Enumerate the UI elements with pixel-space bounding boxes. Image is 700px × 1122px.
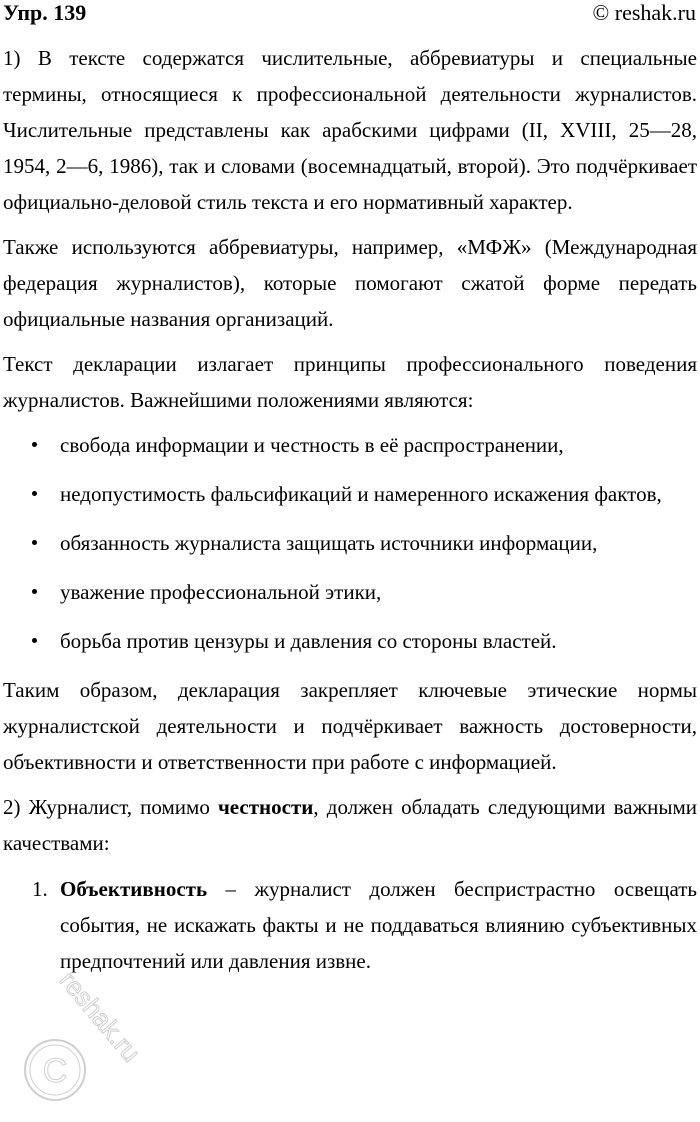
- list-item: недопустимость фальсификаций и намеренного искажения фактов,: [3, 476, 697, 512]
- paragraph-1: 1) В тексте содержатся числительные, аббревиатуры и специальные термины, относящиеся к профессиональной деятельности журналистов. Числительные представлены как арабскими цифрами (II, XVIII, 25—28, 1954, 2—6, 1986), так и словами (восемнадцатый, второй). Это подчёркивает официально-деловой стиль текста и его нормативный характер.: [3, 46, 697, 214]
- page-header: [0, 0, 700, 30]
- qualities-list: [3, 871, 697, 979]
- quality-term: Объективность: [60, 877, 208, 901]
- list-item: свобода информации и честность в её распространении,: [3, 427, 697, 463]
- bullet-icon: [32, 442, 37, 447]
- bullet-icon: [32, 638, 37, 643]
- list-item: борьба против цензуры и давления со стороны властей.: [3, 623, 697, 659]
- document-body: [3, 40, 697, 979]
- emphasis-honesty: честности: [217, 795, 314, 819]
- paragraph-3: Текст декларации излагает принципы профессионального поведения журналистов. Важнейшими положениями являются:: [3, 352, 697, 412]
- list-item: [3, 871, 697, 979]
- paragraph-4: Таким образом, декларация закрепляет ключевые этические нормы журналистской деятельности и подчёркивает важность достоверности, объективности и ответственности при работе с информацией.: [3, 678, 697, 774]
- paragraph-section-2: 2) Журналист, помимо честности, должен обладать следующими важными качествами:: [3, 795, 697, 855]
- svg-text:reshak.ru: reshak.ru: [53, 965, 147, 1068]
- site-credit: © reshak.ru: [592, 0, 696, 25]
- paragraph-2: Также используются аббревиатуры, например, «МФЖ» (Международная федерация журналистов), которые помогают сжатой форме передать официальные названия организаций.: [3, 235, 697, 331]
- bullet-icon: [32, 491, 37, 496]
- item-number: 1.: [32, 877, 48, 901]
- bullet-icon: [32, 540, 37, 545]
- list-item: обязанность журналиста защищать источники информации,: [3, 525, 697, 561]
- list-item: уважение профессиональной этики,: [3, 574, 697, 610]
- principles-list: [3, 427, 697, 659]
- bullet-icon: [32, 589, 37, 594]
- quality-description: – журналист должен беспристрастно освещать события, не искажать факты и не поддаваться влиянию субъективных предпочтений или давления извне.: [60, 877, 697, 973]
- svg-text:C: C: [42, 1052, 68, 1090]
- exercise-title: Упр. 139: [3, 0, 87, 25]
